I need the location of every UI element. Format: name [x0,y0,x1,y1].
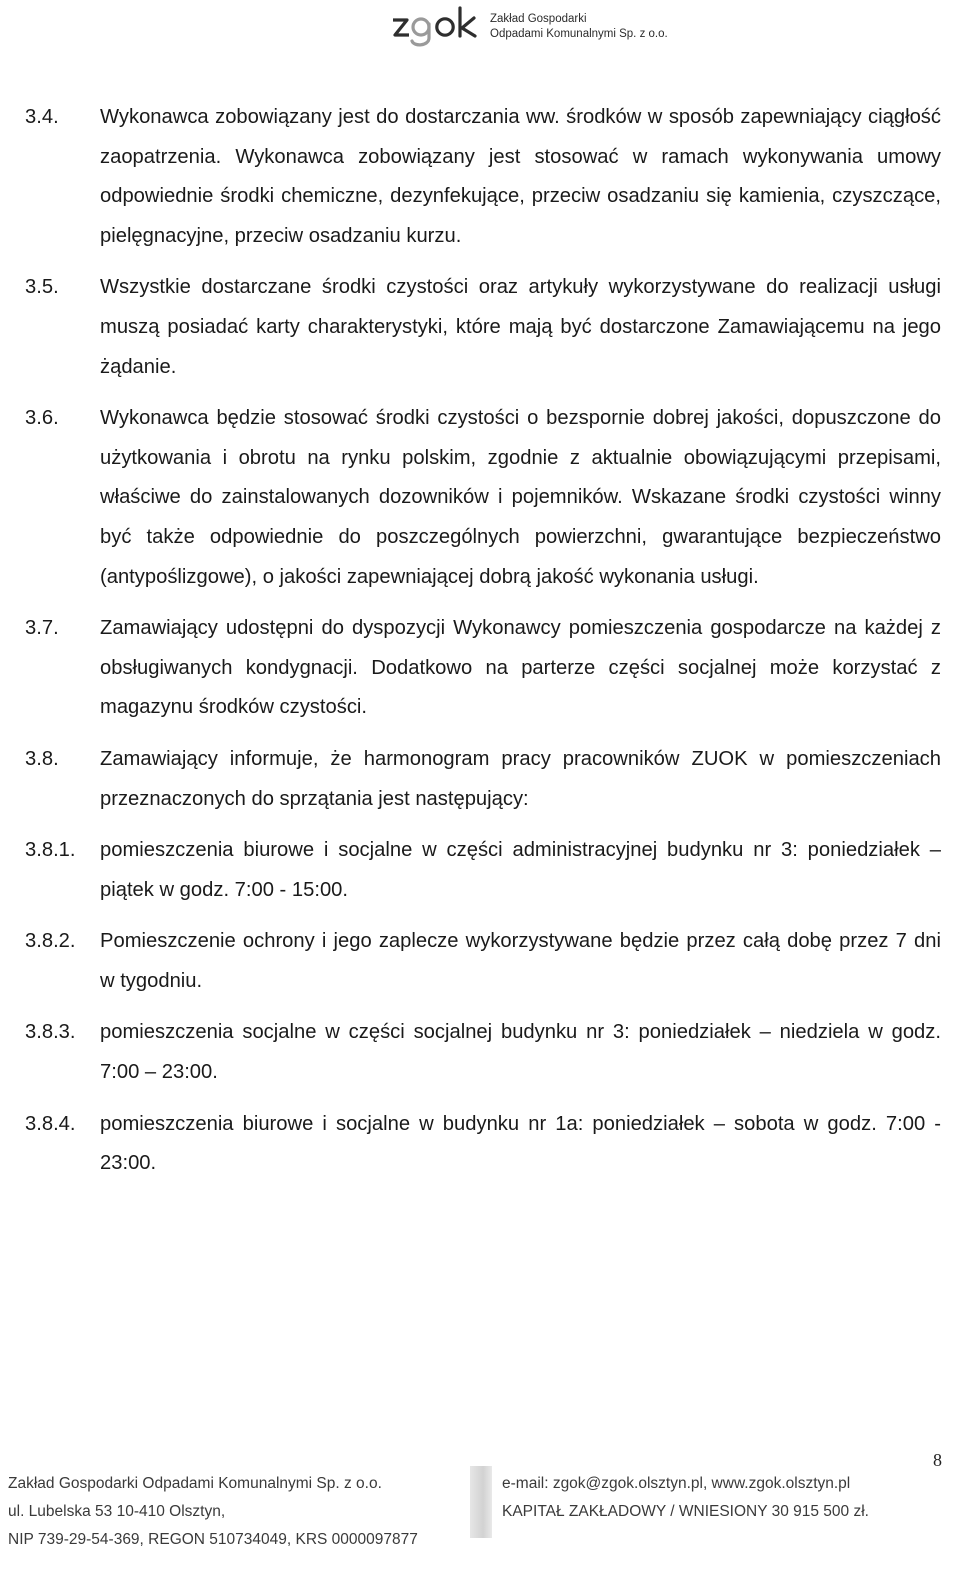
list-item [25,268,941,387]
list-item [25,831,941,910]
list-item [25,609,941,728]
item-text: Wszystkie dostarczane środki czystości oraz artykuły wykorzystywane do realizacji usługi muszą posiadać karty charakterystyki, które mają być dostarczone Zamawiającemu na jego żądanie. [100,276,941,378]
list-item [25,740,941,819]
item-number: 3.8. [25,747,59,770]
item-text: pomieszczenia biurowe i socjalne w budynku nr 1a: poniedziałek – sobota w godz. 7:00 - 23:00. [100,1112,941,1175]
list-item [25,1105,941,1184]
item-number: 3.7. [25,617,59,640]
company-logo [390,2,668,52]
page-footer [0,1470,960,1594]
page-header [0,0,960,56]
item-number: 3.8.1. [25,839,76,862]
logo-company-name [490,12,668,42]
document-body [25,98,941,1196]
list-item [25,98,941,256]
logo-company-line2: Odpadami Komunalnymi Sp. z o.o. [490,28,668,40]
item-text: Zamawiający informuje, że harmonogram pracy pracowników ZUOK w pomieszczeniach przeznaczonych do sprzątania jest następujący: [100,747,941,810]
item-number: 3.8.4. [25,1112,76,1135]
list-item [25,922,941,1001]
logo-company-line1: Zakład Gospodarki [490,13,587,25]
item-text: pomieszczenia biurowe i socjalne w części administracyjnej budynku nr 3: poniedziałek – piątek w godz. 7:00 - 15:00. [100,839,941,901]
item-number: 3.6. [25,407,59,430]
footer-contact-info [502,1470,942,1526]
list-item [25,1013,941,1092]
footer-company-name: Zakład Gospodarki Odpadami Komunalnymi Sp. z o.o. [8,1475,382,1492]
item-text: Wykonawca zobowiązany jest do dostarczania ww. środków w sposób zapewniający ciągłość zaopatrzenia. Wykonawca zobowiązany jest stosować w ramach wykonywania umowy odpowiednie środki chemiczne, dezynfekujące, przeciw osadzaniu się kamienia, czyszczące, pielęgnacyjne, przeciw osadzaniu kurzu. [100,106,941,247]
item-number: 3.4. [25,106,59,128]
footer-registration: NIP 739-29-54-369, REGON 510734049, KRS 0000097877 [8,1531,418,1548]
footer-company-info [8,1470,458,1554]
item-number: 3.8.2. [25,930,76,953]
footer-address: ul. Lubelska 53 10-410 Olsztyn, [8,1503,226,1520]
item-text: Zamawiający udostępni do dyspozycji Wykonawcy pomieszczenia gospodarcze na każdej z obsługiwanych kondygnacji. Dodatkowo na parterze części socjalnej może korzystać z magazynu środków czystości. [100,617,941,719]
footer-capital: KAPITAŁ ZAKŁADOWY / WNIESIONY 30 915 500 zł. [502,1503,869,1520]
item-text: Wykonawca będzie stosować środki czystości o bezspornie dobrej jakości, dopuszczone do użytkowania i obrotu na rynku polskim, zgodnie z aktualnie obowiązującymi przepisami, właściwe do zainstalowanych dozowników i pojemników. Wskazane środki czystości winny być także odpowiednie do poszczególnych powierzchni, gwarantujące bezpieczeństwo (antypoślizgowe), o jakości zapewniającej dobrą jakość wykonania usługi. [100,407,941,588]
item-number: 3.8.3. [25,1021,76,1044]
footer-divider [470,1466,492,1538]
footer-contact: e-mail: zgok@zgok.olsztyn.pl, www.zgok.olsztyn.pl [502,1475,851,1492]
item-number: 3.5. [25,276,59,299]
page-number: 8 [933,1450,942,1470]
item-text: Pomieszczenie ochrony i jego zaplecze wykorzystywane będzie przez całą dobę przez 7 dni w tygodniu. [100,930,941,992]
item-text: pomieszczenia socjalne w części socjalnej budynku nr 3: poniedziałek – niedziela w godz. 7:00 – 23:00. [100,1021,941,1084]
list-item [25,399,941,597]
zgok-logo-icon [390,2,482,52]
